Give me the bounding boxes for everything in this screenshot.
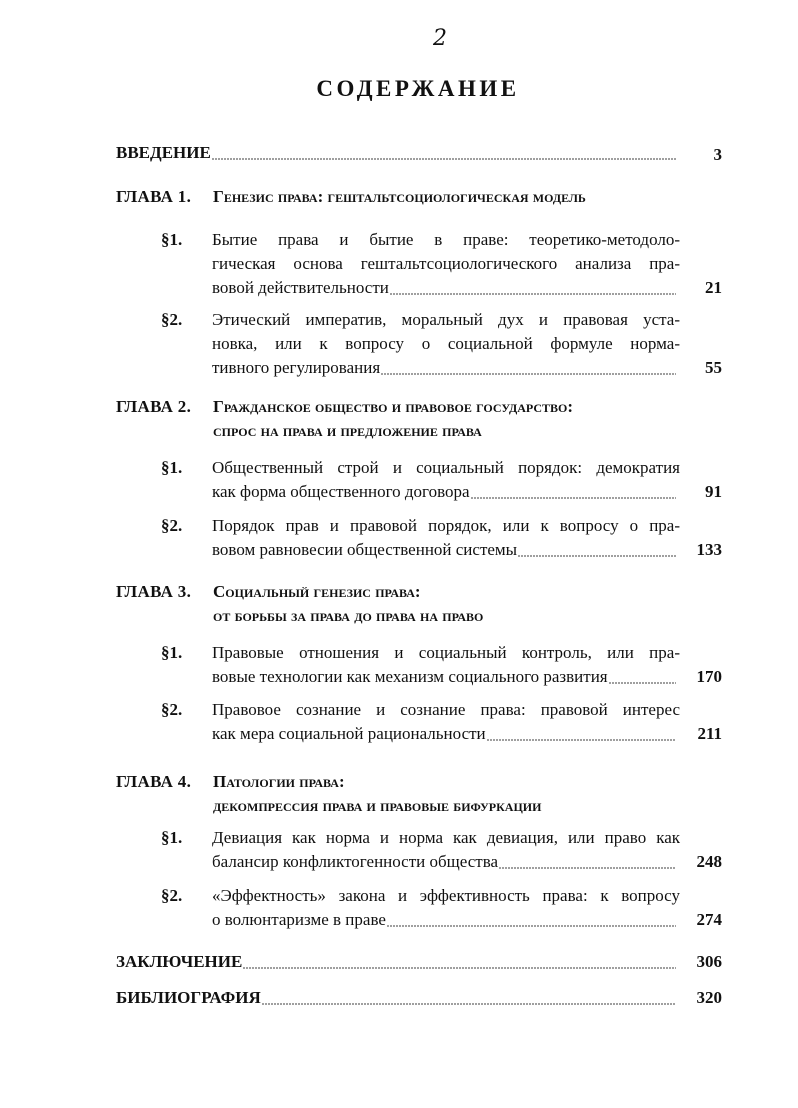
page-title: СОДЕРЖАНИЕ [316,76,520,101]
bibliography-page-number: 320 [696,988,722,1007]
section-dot-leader [390,276,676,300]
section-title-line: о волюнтаризме в праве [212,910,386,929]
section-number: §1. [161,643,183,662]
section-number: §1. [161,828,183,847]
section-title-line: как форма общественного договора [212,482,470,501]
section-title-line: «Эффектность» закона и эффективность права: к вопросу [212,886,680,905]
conclusion-dot-leader [243,950,676,974]
section-number: §2. [161,700,183,719]
section-page-number: 274 [696,910,722,929]
section-title-line: Бытие права и бытие в праве: теоретико-методоло- [212,230,680,249]
section-page-number: 55 [705,358,722,377]
intro-page-number: 3 [713,145,722,164]
chapter-title-line: декомпрессия права и правовые бифуркации [213,796,542,815]
chapter-title-line: Генезис права: гештальтсоциологическая модель [213,187,586,206]
section-dot-leader [518,538,676,562]
section-title-line: Порядок прав и правовой порядок, или к вопросу о пра- [212,516,680,535]
chapter-number: ГЛАВА 1. [116,187,192,206]
section-dot-leader [387,908,676,932]
section-title-line: вовом равновесии общественной системы [212,540,518,559]
chapter-number: ГЛАВА 2. [116,397,192,416]
section-title-line: Правовые отношения и социальный контроль, или пра- [212,643,680,662]
section-dot-leader [499,850,676,874]
handwritten-page-number: 2 [433,26,447,51]
section-page-number: 133 [696,540,722,559]
section-title-line: новка, или к вопросу о социальной формуле норма- [212,334,680,353]
section-title-line: вовой действительности [212,278,389,297]
section-number: §2. [161,516,183,535]
section-title-line: как мера социальной рациональности [212,724,486,743]
section-title-line: Девиация как норма и норма как девиация, или право как [212,828,680,847]
section-number: §2. [161,886,183,905]
section-dot-leader [381,356,676,380]
section-title-line: Этический императив, моральный дух и правовая уста- [212,310,680,329]
section-title-line: вовые технологии как механизм социального развития [212,667,608,686]
section-page-number: 170 [696,667,722,686]
section-dot-leader [609,665,676,689]
section-title-line: Общественный строй и социальный порядок: демократия [212,458,680,477]
intro-entry-label: ВВЕДЕНИЕ [116,143,211,162]
chapter-title-line: от борьбы за права до права на право [213,606,484,625]
chapter-title-line: спрос на права и предложение права [213,421,482,440]
chapter-title-line: Социальный генезис права: [213,582,421,601]
section-number: §1. [161,458,183,477]
conclusion-page-number: 306 [696,952,722,971]
chapter-title-line: Гражданское общество и правовое государство: [213,397,574,416]
section-title-line: тивного регулирования [212,358,381,377]
section-number: §2. [161,310,183,329]
section-dot-leader [487,722,676,746]
intro-dot-leader [212,141,676,165]
bibliography-dot-leader [262,986,676,1010]
section-page-number: 248 [696,852,722,871]
section-title-line: Правовое сознание и сознание права: правовой интерес [212,700,680,719]
section-title-line: балансир конфликтогенности общества [212,852,499,871]
section-page-number: 21 [705,278,722,297]
chapter-number: ГЛАВА 4. [116,772,192,791]
chapter-number: ГЛАВА 3. [116,582,192,601]
section-page-number: 91 [705,482,722,501]
section-title-line: гическая основа гештальтсоциологического анализа пра- [212,254,680,273]
chapter-title-line: Патологии права: [213,772,345,791]
section-number: §1. [161,230,183,249]
section-page-number: 211 [697,724,722,743]
conclusion-entry-label: ЗАКЛЮЧЕНИЕ [116,952,243,971]
section-dot-leader [471,480,676,504]
bibliography-entry-label: БИБЛИОГРАФИЯ [116,988,261,1007]
